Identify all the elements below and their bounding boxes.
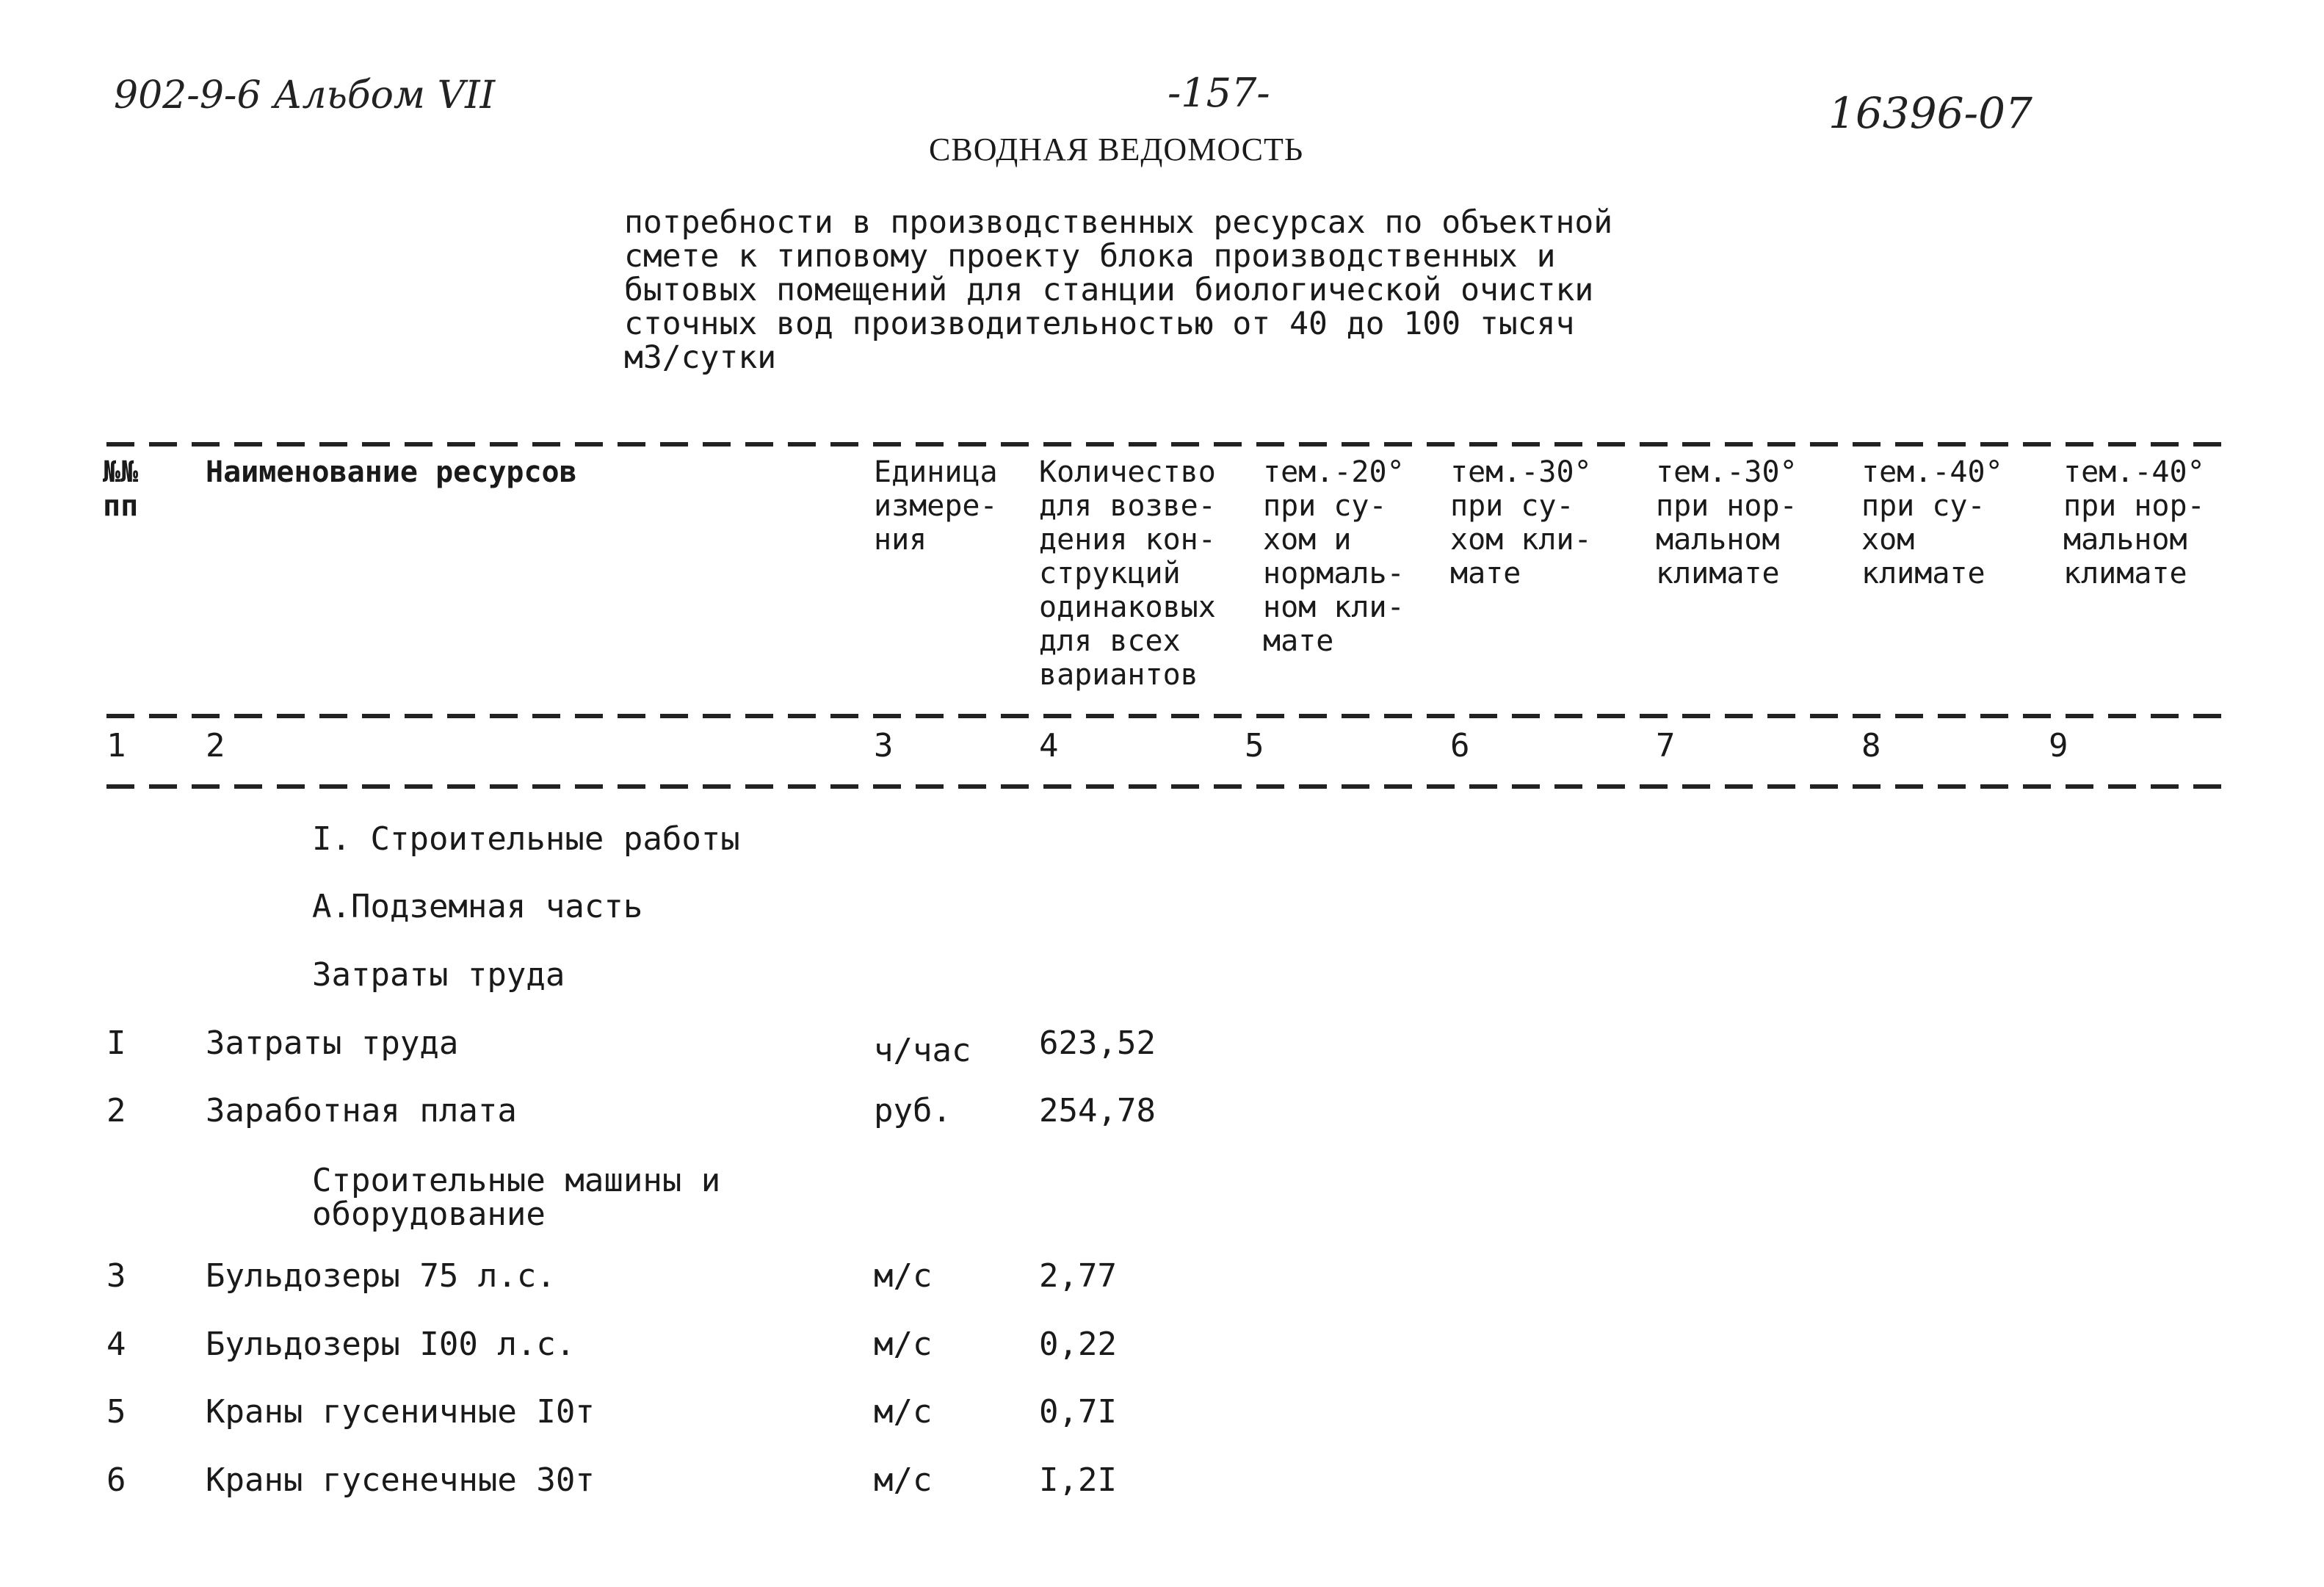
column-number: 3	[874, 727, 894, 764]
row-quantity: 623,52	[1039, 1024, 1156, 1062]
header-col-quantity: Количество для возве- дения кон- струкций одинаковых для всех вариантов	[1039, 455, 1216, 692]
subtitle-line: потребности в производственных ресурсах по объектной	[624, 204, 1613, 241]
album-label: 902-9-6 Альбом VII	[114, 73, 496, 118]
numbers-bottom-rule	[106, 784, 2236, 789]
row-name: Бульдозеры I00 л.с.	[206, 1326, 576, 1363]
section-heading: А.Подземная часть	[312, 888, 643, 925]
row-unit: руб.	[874, 1092, 952, 1129]
header-bottom-rule	[106, 714, 2236, 718]
row-unit: м/с	[874, 1461, 933, 1499]
row-unit: м/с	[874, 1326, 933, 1363]
column-number: 4	[1039, 727, 1059, 764]
row-number: 6	[106, 1461, 126, 1499]
header-col-number: №№ пп	[103, 455, 139, 523]
subtitle-line: смете к типовому проекту блока производственных и	[624, 238, 1556, 275]
subtitle-line: сточных вод производительностью от 40 до 100 тысяч	[624, 306, 1575, 342]
row-name: Краны гусенечные 30т	[206, 1461, 595, 1499]
subtitle-line: бытовых помещений для станции биологической очистки	[624, 272, 1594, 308]
row-number: 3	[106, 1257, 126, 1295]
row-quantity: 0,7I	[1039, 1393, 1117, 1431]
column-number: 7	[1656, 727, 1676, 764]
row-name: Заработная плата	[206, 1092, 517, 1129]
subtitle-line: м3/сутки	[624, 339, 777, 376]
column-number: 1	[106, 727, 126, 764]
document-subtitle	[624, 206, 1799, 375]
row-number: 2	[106, 1092, 126, 1129]
column-number: 9	[2049, 727, 2068, 764]
document-title: СВОДНАЯ ВЕДОМОСТЬ	[929, 131, 1304, 167]
row-quantity: I,2I	[1039, 1461, 1117, 1499]
header-col-temp-30-dry: тем.-30° при су- хом кли- мате	[1450, 455, 1592, 590]
column-number: 6	[1450, 727, 1470, 764]
section-heading: Строительные машины и оборудование	[312, 1162, 721, 1233]
column-number: 2	[206, 727, 225, 764]
header-col-temp-40-dry: тем.-40° при су- хом климате	[1861, 455, 2003, 590]
header-col-temp-30-normal: тем.-30° при нор- мальном климате	[1656, 455, 1798, 590]
row-name: Бульдозеры 75 л.с.	[206, 1257, 556, 1295]
row-quantity: 2,77	[1039, 1257, 1117, 1295]
table-top-rule	[106, 442, 2236, 447]
row-quantity: 254,78	[1039, 1092, 1156, 1129]
header-col-temp-20: тем.-20° при су- хом и нормаль- ном кли- мате	[1263, 455, 1405, 658]
row-number: 5	[106, 1393, 126, 1431]
section-heading: I. Строительные работы	[312, 820, 740, 858]
row-number: 4	[106, 1326, 126, 1363]
column-number: 8	[1861, 727, 1881, 764]
column-number: 5	[1245, 727, 1264, 764]
row-quantity: 0,22	[1039, 1326, 1117, 1363]
row-number: I	[106, 1024, 126, 1062]
row-name: Затраты труда	[206, 1024, 459, 1062]
row-unit: ч/час	[874, 1032, 971, 1069]
section-heading: Затраты труда	[312, 956, 565, 994]
page-number: -157-	[1168, 70, 1270, 116]
header-col-temp-40-normal: тем.-40° при нор- мальном климате	[2063, 455, 2205, 590]
row-unit: м/с	[874, 1393, 933, 1431]
header-col-name: Наименование ресурсов	[206, 455, 577, 489]
row-name: Краны гусеничные I0т	[206, 1393, 595, 1431]
header-col-unit: Единица измере- ния	[874, 455, 998, 557]
row-unit: м/с	[874, 1257, 933, 1295]
document-number: 16396-07	[1828, 88, 2032, 138]
